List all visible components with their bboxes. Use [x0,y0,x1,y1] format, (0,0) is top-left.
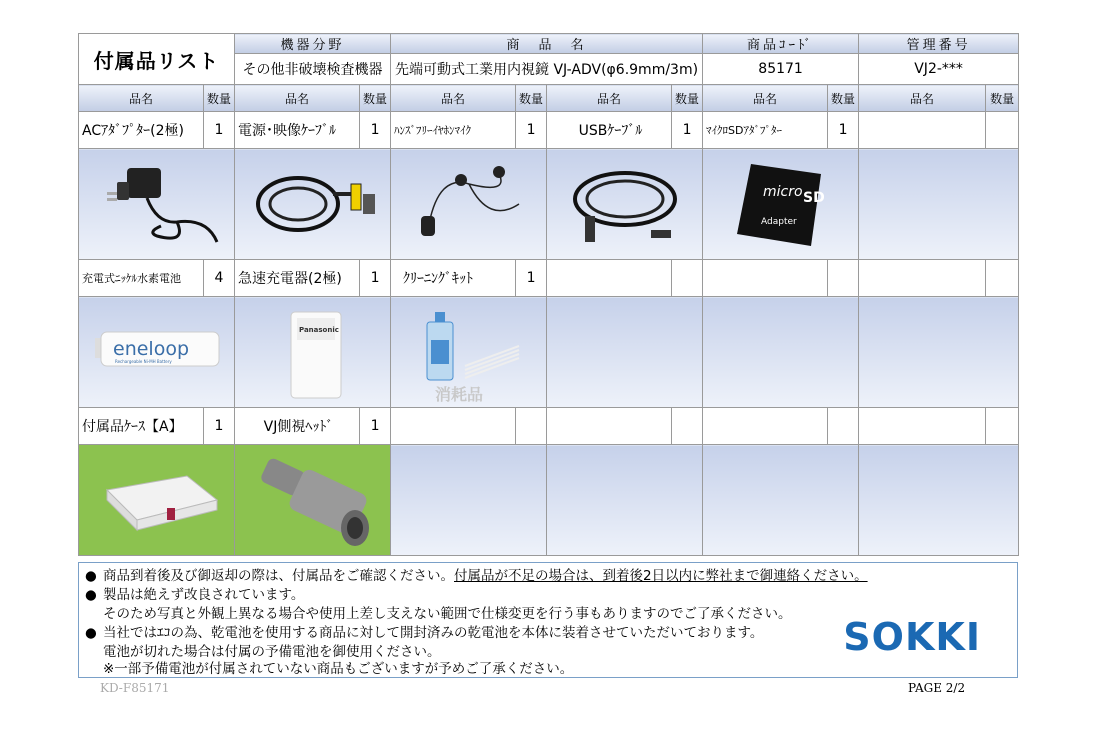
note-text-underlined: 付属品が不足の場合は、到着後2日以内に弊社まで御連絡ください。 [454,568,868,584]
item-name: 電源･映像ｹｰﾌﾞﾙ [235,112,360,149]
col-name-header: 品名 [859,85,986,112]
adapter-label: Adapter [760,217,797,227]
item-qty: 4 [204,260,235,297]
item-name [859,112,986,149]
item-name: 急速充電器(2極) [235,260,360,297]
item-name [547,408,672,445]
item-name [547,260,672,297]
note-text: 電池が切れた場合は付属の予備電池を御使用ください。 [103,644,441,660]
field-value: その他非破壊検査機器 [235,54,391,85]
product-code-value: 85171 [703,54,859,85]
item-qty: 1 [516,260,547,297]
item-qty: 1 [672,112,703,149]
page-number: PAGE 2/2 [908,681,966,695]
col-qty-header: 数量 [204,85,235,112]
sokki-logo: SOKKI [843,615,981,659]
item-image-row [79,297,1019,408]
item-name [703,408,828,445]
item-name [859,408,986,445]
item-qty: 1 [516,112,547,149]
item-name-row [79,408,1019,445]
item-name [391,408,516,445]
col-qty-header: 数量 [828,85,859,112]
empty-photo-slot [391,445,547,556]
col-qty-header: 数量 [672,85,703,112]
item-name: ﾏｲｸﾛSDｱﾀﾞﾌﾟﾀｰ [703,112,828,149]
side-view-head-photo [235,445,391,556]
item-name [703,260,828,297]
eneloop-sub-label: Rechargeable Ni-MH Battery [114,359,172,364]
eneloop-battery-photo [79,297,235,408]
col-qty-header: 数量 [360,85,391,112]
item-qty [986,260,1019,297]
item-qty [986,112,1019,149]
item-name [859,260,986,297]
item-name: USBｹｰﾌﾞﾙ [547,112,672,149]
sd-label: SD [802,190,825,206]
note-text: 製品は絶えず改良されています。 [103,587,305,603]
item-name-row [79,260,1019,297]
empty-photo-slot [859,297,1019,408]
item-qty [672,408,703,445]
control-number-label: 管理番号 [859,34,1019,54]
col-name-header: 品名 [547,85,672,112]
note-line-4 [85,624,763,643]
empty-photo-slot [859,149,1019,260]
item-qty [986,408,1019,445]
charger-photo [235,297,391,408]
empty-photo-slot [547,445,703,556]
accessory-sheet [78,33,1018,556]
col-qty-header: 数量 [986,85,1019,112]
col-name-header: 品名 [79,85,204,112]
note-text: ※一部予備電池が付属されていない商品もございますが予めご了承ください。 [103,661,574,677]
note-text: そのため写真と外観上異なる場合や使用上差し支えない範囲で仕様変更を行う事もありますのでご了承ください。 [103,606,792,622]
handsfree-earphone-photo [391,149,547,260]
item-qty: 1 [828,112,859,149]
empty-photo-slot [547,297,703,408]
bullet: ● [85,625,97,641]
col-qty-header: 数量 [516,85,547,112]
consumable-stamp: 消耗品 [434,385,483,402]
item-name: ｸﾘｰﾆﾝｸﾞｷｯﾄ [391,260,516,297]
usb-cable-photo [547,149,703,260]
empty-photo-slot [859,445,1019,556]
document-id: KD-F85171 [100,681,170,695]
product-name-label: 商 品 名 [391,34,703,54]
item-qty: 1 [204,112,235,149]
item-name: ﾊﾝｽﾞﾌﾘｰｲﾔﾎﾝﾏｲｸ [391,112,516,149]
micro-label: micro [762,184,803,200]
item-qty [516,408,547,445]
control-number-value: VJ2-*** [859,54,1019,85]
page-title: 付属品リスト [79,34,235,85]
item-image-row [79,149,1019,260]
item-qty: 1 [360,112,391,149]
bullet: ● [85,587,97,603]
item-name: VJ側視ﾍｯﾄﾞ [235,408,360,445]
product-code-label: 商品ｺｰﾄﾞ [703,34,859,54]
accessory-case-photo [79,445,235,556]
bullet: ● [85,568,97,584]
note-line-2 [85,586,304,605]
item-image-row [79,445,1019,556]
accessory-table [78,33,1019,556]
item-qty: 1 [204,408,235,445]
note-line-1 [85,567,868,586]
panasonic-label: Panasonic [298,326,339,334]
notes-box [78,562,1018,678]
item-qty: 1 [360,260,391,297]
note-line-5 [103,643,441,662]
note-line-3 [103,605,792,624]
note-text: 商品到着後及び御返却の際は、付属品をご確認ください。 [103,568,454,584]
col-name-header: 品名 [235,85,360,112]
empty-photo-slot [703,445,859,556]
item-name: 付属品ｹｰｽ【A】 [79,408,204,445]
item-qty [828,408,859,445]
eneloop-label: eneloop [112,338,189,360]
item-name: ACｱﾀﾞﾌﾟﾀｰ(2極) [79,112,204,149]
item-name: 充電式ﾆｯｹﾙ水素電池 [79,260,204,297]
column-header-row [79,85,1019,112]
item-name-row [79,112,1019,149]
item-qty [828,260,859,297]
col-name-header: 品名 [703,85,828,112]
ac-adapter-photo [79,149,235,260]
note-text: 当社ではｴｺの為、乾電池を使用する商品に対して開封済みの乾電池を本体に装着させていただいております。 [103,625,764,641]
empty-photo-slot [703,297,859,408]
microsd-adapter-photo [703,149,859,260]
field-label: 機器分野 [235,34,391,54]
item-qty [672,260,703,297]
item-qty: 1 [360,408,391,445]
col-name-header: 品名 [391,85,516,112]
cleaning-kit-photo [391,297,547,408]
note-line-6 [103,662,573,676]
product-name-value: 先端可動式工業用内視鏡 VJ-ADV(φ6.9mm/3m) [391,54,703,85]
power-video-cable-photo [235,149,391,260]
